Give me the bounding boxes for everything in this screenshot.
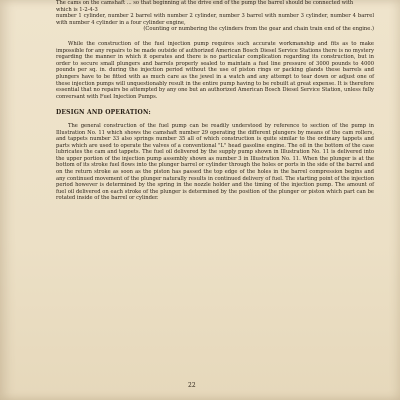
intro-top-line: The cams on the camshaft ... so that beginning at the drive end of the pump the barrel should be connected with [56, 0, 354, 6]
firing-order: which is 1-2-4-3 [56, 6, 98, 13]
text-column [56, 0, 374, 202]
construction-paragraph: While the construction of the fuel injection pump requires such accurate workmanship and fits as to make impossible for any repairs to be made outside of authorized American Bosch Diesel Service Stations there is no mystery regarding the manner in which it operates and there is no particular complication regarding its construction, but in order to secure small plungers and barrels properly sealed to maintain a fuel line pressure of 3000 pounds to 4000 pounds per sq. in. during the injection period without the use of piston rings or packing glands these barrels and plungers have to be fitted with as much care as the jewel in a watch and any attempt to tear down or adjust one of these injection pumps will unquestionably result in the entire pump having to be rebuilt at great expense. It is therefore essential that no repairs be attempted by any one but an authorized American Bosch Diesel Service Station, unless fully conversant with Fuel Injection Pumps. [56, 40, 374, 100]
design-operation-paragraph: The general construction of the fuel pump can be readily understood by reference to section of the pump in Illustration No. 11 which shows the camshaft number 29 operating the different plungers by means of the cam rollers, and tappets number 33 also springs number 35 all of which construction is quite similar to the ordinary tappets and parts which are used to operate the valves of a conventional "L" head gasoline engine. The oil in the bottom of the case lubricates the cam and tappets. The fuel oil delivered by the supply pump shown in Illustration No. 11 is delivered into the upper portion of the injection pump assembly shown as number 3 in Illustration No. 11. When the plunger is at the bottom of its stroke fuel flows into the plunger barrel or cylinder through the holes or ports in the side of the barrel and on the return stroke as soon as the piston has passed the top edge of the holes in the barrel compression begins and any continued movement of the plunger naturally results in continued delivery of fuel. The starting point of the injection period however is determined by the spring in the nozzle holder and the timing of the injection pump. The amount of fuel oil delivered on each stroke of the plunger is determined by the position of the plunger or piston which part can be rotated inside of the barrel or cylinder. [56, 122, 374, 202]
section-heading: DESIGN AND OPERATION: [56, 109, 151, 117]
page-number: 22 [188, 382, 196, 389]
intro-paragraph: number 1 cylinder, number 2 barrel with number 2 cylinder, number 3 barrel with number 3 cylinder, number 4 barrel with number 4 cylinder in a four cylinder engine, [56, 13, 374, 26]
counting-note: (Counting or numbering the cylinders from the gear and chain train end of the engine.) [143, 26, 374, 33]
spacer [56, 33, 374, 41]
